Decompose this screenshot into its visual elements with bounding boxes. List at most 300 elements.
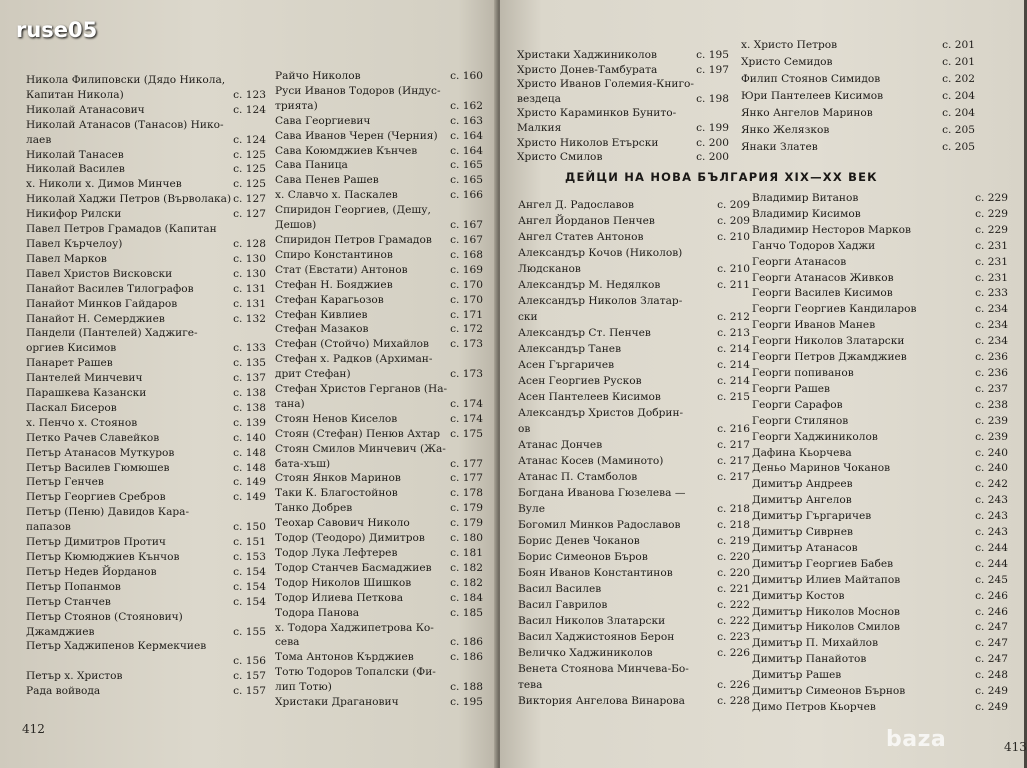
index-entry bbox=[26, 267, 266, 282]
entry-page-ref: с. 182 bbox=[450, 576, 483, 589]
entry-name: Петко Рачев Славейков bbox=[26, 431, 160, 444]
entry-name: оргиев Кисимов bbox=[26, 342, 117, 355]
entry-page-ref: с. 138 bbox=[233, 401, 266, 414]
entry-name: Сава Георгиевич bbox=[275, 114, 371, 127]
entry-name: Стоян (Стефан) Пенюв Ахтар bbox=[275, 427, 441, 440]
entry-page-ref: с. 244 bbox=[975, 541, 1008, 554]
index-entry bbox=[517, 77, 729, 92]
entry-page-ref: с. 182 bbox=[450, 561, 483, 574]
entry-page-ref: с. 179 bbox=[450, 502, 483, 515]
entry-name: Петър Василев Гюмюшев bbox=[26, 461, 170, 474]
entry-page-ref: с. 154 bbox=[233, 580, 266, 593]
index-entry bbox=[741, 37, 975, 54]
index-entry bbox=[752, 636, 1008, 652]
entry-name: Георги попиванов bbox=[752, 366, 854, 379]
index-entry bbox=[275, 248, 483, 263]
index-entry bbox=[518, 485, 750, 501]
entry-name: Стат (Евстати) Антонов bbox=[275, 263, 408, 276]
index-entry bbox=[517, 63, 729, 78]
entry-page-ref: с. 131 bbox=[233, 297, 266, 310]
entry-page-ref: с. 172 bbox=[450, 323, 483, 336]
entry-name: Петър Кюмюджиев Кънчов bbox=[26, 551, 180, 563]
entry-name: Сава Коюмджиев Кънчев bbox=[275, 144, 418, 157]
right-page bbox=[500, 0, 1024, 768]
entry-name: Ангел Д. Радославов bbox=[518, 199, 634, 211]
entry-name: Тодор (Теодоро) Димитров bbox=[275, 532, 425, 545]
entry-name: Стефан Мазаков bbox=[275, 323, 369, 336]
index-entry bbox=[26, 371, 266, 386]
index-entry bbox=[275, 561, 483, 576]
index-entry bbox=[26, 625, 266, 640]
entry-page-ref: с. 214 bbox=[717, 343, 750, 355]
entry-page-ref: с. 133 bbox=[233, 342, 266, 355]
index-entry bbox=[26, 684, 266, 699]
entry-page-ref: с. 204 bbox=[942, 90, 975, 102]
index-entry bbox=[26, 580, 266, 595]
entry-name: Борис Денев Чоканов bbox=[518, 535, 640, 547]
entry-name: Павел Петров Грамадов (Капитан bbox=[26, 223, 217, 236]
index-entry bbox=[26, 475, 266, 490]
entry-name: Янко Желязков bbox=[741, 124, 830, 136]
index-entry bbox=[26, 252, 266, 267]
entry-name: Димитър Панайотов bbox=[752, 653, 867, 666]
entry-name: трията) bbox=[275, 99, 318, 112]
left-page bbox=[0, 0, 498, 768]
entry-name: Сава Иванов Черен (Черния) bbox=[275, 129, 438, 142]
entry-page-ref: с. 125 bbox=[233, 178, 266, 191]
entry-name: Сава Паница bbox=[275, 159, 348, 172]
entry-name: Петър Стоянов (Стоянович) bbox=[26, 610, 183, 623]
entry-page-ref: с. 163 bbox=[450, 114, 483, 127]
entry-page-ref: с. 131 bbox=[233, 282, 266, 295]
entry-name: Дафина Кьорчева bbox=[752, 446, 852, 459]
entry-name: Капитан Никола) bbox=[26, 88, 124, 101]
entry-name: Александър Николов Златар- bbox=[518, 295, 683, 307]
entry-page-ref: с. 149 bbox=[233, 491, 266, 504]
index-entry bbox=[518, 245, 750, 261]
index-entry bbox=[741, 139, 975, 156]
left-page-number: 412 bbox=[22, 722, 45, 736]
index-entry bbox=[752, 541, 1008, 557]
entry-page-ref: с. 153 bbox=[233, 551, 266, 563]
index-entry bbox=[26, 610, 266, 625]
left-column-1 bbox=[26, 73, 266, 699]
entry-name: Христо Семидов bbox=[741, 56, 833, 68]
index-entry bbox=[752, 318, 1008, 334]
watermark-logo: baza bbox=[886, 727, 947, 752]
index-entry bbox=[752, 589, 1008, 605]
index-entry bbox=[275, 308, 483, 323]
entry-name: Александър Ст. Пенчев bbox=[518, 327, 651, 339]
index-entry bbox=[752, 430, 1008, 446]
right-top-column-1 bbox=[517, 48, 729, 165]
index-entry bbox=[752, 207, 1008, 223]
entry-name: Ангел Йорданов Пенчев bbox=[518, 215, 655, 227]
entry-name: Христо Караминков Бунито- bbox=[517, 107, 677, 120]
index-entry bbox=[275, 621, 483, 636]
index-entry bbox=[275, 501, 483, 516]
entry-name: Александър М. Недялков bbox=[518, 279, 661, 291]
right-top-column-2 bbox=[741, 37, 975, 156]
index-entry bbox=[518, 373, 750, 389]
index-entry bbox=[518, 517, 750, 533]
entry-page-ref: с. 204 bbox=[942, 107, 975, 119]
entry-name: Панайот Н. Семерджиев bbox=[26, 312, 165, 325]
entry-page-ref: с. 180 bbox=[450, 532, 483, 545]
entry-page-ref: с. 249 bbox=[975, 685, 1008, 698]
entry-name: Димитър Ангелов bbox=[752, 494, 852, 507]
entry-name: х. Пенчо х. Стоянов bbox=[26, 416, 138, 429]
entry-page-ref: с. 186 bbox=[450, 651, 483, 664]
entry-name: Петър х. Христов bbox=[26, 670, 123, 683]
entry-page-ref: с. 140 bbox=[233, 431, 266, 444]
entry-name: Александър Христов Добрин- bbox=[518, 407, 684, 419]
index-entry bbox=[26, 520, 266, 535]
entry-page-ref: с. 151 bbox=[233, 536, 266, 549]
entry-name: Вуле bbox=[518, 503, 546, 515]
entry-name: Петър Генчев bbox=[26, 476, 104, 489]
index-entry bbox=[26, 446, 266, 461]
entry-page-ref: с. 169 bbox=[450, 263, 483, 276]
entry-page-ref: с. 186 bbox=[450, 636, 483, 649]
entry-page-ref: с. 162 bbox=[450, 99, 483, 112]
entry-page-ref: с. 214 bbox=[717, 359, 750, 371]
entry-page-ref: с. 226 bbox=[717, 679, 750, 691]
index-entry bbox=[518, 613, 750, 629]
entry-name: Георги Стилянов bbox=[752, 414, 849, 427]
entry-page-ref: с. 135 bbox=[233, 357, 266, 370]
entry-page-ref: с. 177 bbox=[450, 472, 483, 485]
entry-page-ref: с. 170 bbox=[450, 293, 483, 306]
entry-page-ref: с. 125 bbox=[233, 148, 266, 161]
entry-name: Янаки Златев bbox=[741, 141, 818, 153]
entry-name: Стоян Смилов Минчевич (Жа- bbox=[275, 442, 446, 455]
entry-page-ref: с. 221 bbox=[717, 583, 750, 595]
entry-name: Ганчо Тодоров Хаджи bbox=[752, 239, 876, 252]
entry-page-ref: с. 184 bbox=[450, 591, 483, 604]
entry-page-ref: с. 215 bbox=[717, 391, 750, 403]
entry-page-ref: с. 217 bbox=[717, 471, 750, 483]
index-entry bbox=[275, 129, 483, 144]
entry-page-ref: с. 226 bbox=[717, 647, 750, 659]
entry-name: Боян Иванов Константинов bbox=[518, 567, 673, 579]
entry-name: Васил Хаджистоянов Берон bbox=[518, 631, 675, 643]
entry-name: Богдана Иванова Гюзелева — bbox=[518, 487, 686, 499]
entry-name: Павел Кърчелоу) bbox=[26, 237, 123, 250]
entry-name: Христо Смилов bbox=[517, 151, 603, 164]
index-entry bbox=[26, 282, 266, 297]
entry-name: Димитър Николов Смилов bbox=[752, 621, 900, 634]
entry-page-ref: с. 234 bbox=[975, 303, 1008, 316]
entry-page-ref: с. 188 bbox=[450, 681, 483, 694]
entry-page-ref: с. 234 bbox=[975, 319, 1008, 332]
entry-name: Димитър Рашев bbox=[752, 669, 842, 682]
right-column-1 bbox=[518, 197, 750, 709]
entry-name: Георги Атанасов bbox=[752, 255, 847, 268]
entry-name: Стефан (Стойчо) Михайлов bbox=[275, 338, 430, 351]
entry-name: Васил Гаврилов bbox=[518, 599, 608, 611]
entry-page-ref: с. 248 bbox=[975, 669, 1008, 682]
index-entry bbox=[26, 356, 266, 371]
entry-name: Георги Сарафов bbox=[752, 398, 843, 411]
index-entry bbox=[518, 693, 750, 709]
entry-page-ref: с. 199 bbox=[696, 121, 729, 134]
entry-name: Стоян Ненов Киселов bbox=[275, 412, 398, 425]
entry-name: Георги Петров Джамджиев bbox=[752, 351, 907, 364]
entry-name: Виктория Ангелова Винарова bbox=[518, 695, 685, 707]
entry-name: Малкия bbox=[517, 121, 562, 134]
entry-page-ref: с. 148 bbox=[233, 446, 266, 459]
entry-page-ref: с. 229 bbox=[975, 223, 1008, 236]
index-entry bbox=[26, 162, 266, 177]
index-entry bbox=[518, 533, 750, 549]
entry-name: Димитър Георгиев Бабев bbox=[752, 557, 894, 570]
entry-page-ref: с. 218 bbox=[717, 503, 750, 515]
index-entry bbox=[752, 684, 1008, 700]
entry-name: Никола Филиповски (Дядо Никола, bbox=[26, 74, 226, 86]
index-entry bbox=[752, 493, 1008, 509]
entry-name: ов bbox=[518, 423, 531, 435]
entry-name: х. Тодора Хаджипетрова Ко- bbox=[275, 621, 434, 634]
entry-name: Тодор Станчев Басмаджиев bbox=[275, 561, 432, 574]
entry-page-ref: с. 236 bbox=[975, 366, 1008, 379]
right-column-2 bbox=[752, 191, 1008, 716]
index-entry bbox=[26, 118, 266, 133]
index-entry bbox=[26, 207, 266, 222]
watermark-username: ruse05 bbox=[16, 18, 98, 42]
index-entry bbox=[275, 486, 483, 501]
entry-page-ref: с. 139 bbox=[233, 416, 266, 429]
entry-name: Тотю Тодоров Топалски (Фи- bbox=[275, 666, 436, 679]
entry-name: Райчо Николов bbox=[275, 70, 361, 82]
index-entry bbox=[26, 654, 266, 669]
entry-name: Атанас Дончев bbox=[518, 439, 603, 451]
index-entry bbox=[518, 293, 750, 309]
entry-page-ref: с. 243 bbox=[975, 510, 1008, 523]
entry-name: тева bbox=[518, 679, 543, 691]
entry-page-ref: с. 242 bbox=[975, 478, 1008, 491]
entry-name: Асен Георгиев Русков bbox=[518, 375, 642, 387]
entry-page-ref: с. 175 bbox=[450, 427, 483, 440]
entry-page-ref: с. 220 bbox=[717, 567, 750, 579]
right-page-number: 413 bbox=[1004, 740, 1027, 754]
index-entry bbox=[275, 99, 483, 114]
entry-name: Николай Танасев bbox=[26, 148, 124, 161]
entry-name: Николай Атанасович bbox=[26, 103, 145, 116]
entry-name: Ангел Статев Антонов bbox=[518, 231, 644, 243]
entry-page-ref: с. 198 bbox=[696, 92, 729, 105]
index-entry bbox=[752, 668, 1008, 684]
index-entry bbox=[26, 297, 266, 312]
entry-page-ref: с. 148 bbox=[233, 461, 266, 474]
entry-page-ref: с. 228 bbox=[717, 695, 750, 707]
entry-name: Стефан х. Радков (Архиман- bbox=[275, 353, 433, 366]
entry-name: Тодор Илиева Петкова bbox=[275, 591, 404, 604]
entry-name: Венета Стоянова Минчева-Бо- bbox=[518, 663, 689, 675]
index-entry bbox=[275, 665, 483, 680]
entry-page-ref: с. 218 bbox=[717, 519, 750, 531]
entry-name: Николай Василев bbox=[26, 163, 125, 176]
entry-page-ref: с. 138 bbox=[233, 387, 266, 400]
index-entry bbox=[741, 122, 975, 139]
entry-page-ref: с. 197 bbox=[696, 63, 729, 76]
index-entry bbox=[752, 334, 1008, 350]
entry-name: Петър Попанмов bbox=[26, 580, 121, 593]
index-entry bbox=[275, 635, 483, 650]
entry-page-ref: с. 127 bbox=[233, 208, 266, 221]
entry-page-ref: с. 167 bbox=[450, 219, 483, 232]
entry-page-ref: с. 213 bbox=[717, 327, 750, 339]
entry-name: Димитър П. Михайлов bbox=[752, 637, 879, 650]
entry-name: Пантелей Минчевич bbox=[26, 372, 143, 385]
index-entry bbox=[275, 397, 483, 412]
entry-page-ref: с. 154 bbox=[233, 595, 266, 608]
entry-name: Рада войвода bbox=[26, 685, 101, 698]
index-entry bbox=[752, 255, 1008, 271]
entry-name: Тодора Панова bbox=[275, 606, 360, 619]
index-entry bbox=[275, 278, 483, 293]
entry-name: Владимир Витанов bbox=[752, 192, 859, 204]
entry-name: Петър Георгиев Сребров bbox=[26, 491, 166, 504]
entry-name: Дешов) bbox=[275, 219, 317, 232]
entry-page-ref: с. 173 bbox=[450, 368, 483, 381]
index-entry bbox=[517, 92, 729, 107]
entry-page-ref: с. 234 bbox=[975, 335, 1008, 348]
index-entry bbox=[26, 103, 266, 118]
entry-page-ref: с. 174 bbox=[450, 412, 483, 425]
entry-page-ref: с. 229 bbox=[975, 207, 1008, 220]
entry-name: Петър Недев Йорданов bbox=[26, 565, 157, 578]
entry-page-ref: с. 164 bbox=[450, 129, 483, 142]
entry-page-ref: с. 245 bbox=[975, 573, 1008, 586]
index-entry bbox=[752, 286, 1008, 302]
entry-name: х. Николи х. Димов Минчев bbox=[26, 178, 182, 191]
entry-name: Димитър Сиврнев bbox=[752, 526, 853, 539]
entry-name: Стефан Н. Бояджиев bbox=[275, 278, 393, 291]
entry-page-ref: с. 210 bbox=[717, 263, 750, 275]
entry-page-ref: с. 212 bbox=[717, 311, 750, 323]
entry-page-ref: с. 124 bbox=[233, 133, 266, 146]
entry-name: Георги Василев Кисимов bbox=[752, 287, 893, 300]
index-entry bbox=[275, 546, 483, 561]
entry-page-ref: с. 125 bbox=[233, 163, 266, 176]
entry-name: ски bbox=[518, 311, 538, 323]
entry-page-ref: с. 231 bbox=[975, 255, 1008, 268]
index-entry bbox=[518, 405, 750, 421]
entry-name: Стефан Кивлиев bbox=[275, 308, 368, 321]
entry-page-ref: с. 177 bbox=[450, 457, 483, 470]
index-entry bbox=[26, 133, 266, 148]
entry-page-ref: с. 243 bbox=[975, 494, 1008, 507]
index-entry bbox=[275, 695, 483, 710]
entry-name: Атанас П. Стамболов bbox=[518, 471, 638, 483]
index-entry bbox=[752, 302, 1008, 318]
entry-name: Христаки Хаджиниколов bbox=[517, 49, 657, 61]
entry-page-ref: с. 239 bbox=[975, 414, 1008, 427]
entry-page-ref: с. 231 bbox=[975, 239, 1008, 252]
index-entry bbox=[275, 442, 483, 457]
index-entry bbox=[518, 677, 750, 693]
entry-page-ref: с. 179 bbox=[450, 517, 483, 530]
index-entry bbox=[26, 669, 266, 684]
entry-name: Павел Христов Висковски bbox=[26, 267, 173, 280]
index-entry bbox=[275, 144, 483, 159]
index-entry bbox=[741, 88, 975, 105]
index-entry bbox=[517, 136, 729, 151]
entry-name: Панайот Минков Гайдаров bbox=[26, 297, 178, 310]
index-entry bbox=[518, 277, 750, 293]
entry-page-ref: с. 168 bbox=[450, 248, 483, 261]
index-entry bbox=[26, 535, 266, 550]
entry-name: Стефан Карагьозов bbox=[275, 293, 384, 306]
entry-page-ref: с. 164 bbox=[450, 144, 483, 157]
entry-name: Панайот Василев Тилографов bbox=[26, 282, 194, 295]
index-entry bbox=[741, 105, 975, 122]
entry-page-ref: с. 127 bbox=[233, 193, 266, 206]
entry-name: Димо Петров Кьорчев bbox=[752, 701, 876, 713]
entry-name: Димитър Костов bbox=[752, 589, 845, 602]
index-entry bbox=[518, 325, 750, 341]
entry-name: Асен Гъргаричев bbox=[518, 359, 615, 371]
index-entry bbox=[518, 197, 750, 213]
index-entry bbox=[275, 680, 483, 695]
index-entry bbox=[752, 398, 1008, 414]
entry-name: бата-хъш) bbox=[275, 457, 331, 470]
entry-page-ref: с. 237 bbox=[975, 382, 1008, 395]
index-entry bbox=[26, 595, 266, 610]
entry-page-ref: с. 244 bbox=[975, 557, 1008, 570]
index-entry bbox=[741, 54, 975, 71]
entry-page-ref: с. 247 bbox=[975, 637, 1008, 650]
index-entry bbox=[275, 158, 483, 173]
index-entry bbox=[752, 366, 1008, 382]
entry-name: Александър Кочов (Николов) bbox=[518, 247, 683, 259]
entry-page-ref: с. 238 bbox=[975, 398, 1008, 411]
entry-name: Величко Хаджиниколов bbox=[518, 647, 653, 659]
entry-page-ref: с. 123 bbox=[233, 88, 266, 101]
index-entry bbox=[752, 239, 1008, 255]
entry-name: Георги Хаджиниколов bbox=[752, 430, 878, 443]
entry-page-ref: с. 210 bbox=[717, 231, 750, 243]
entry-page-ref: с. 205 bbox=[942, 141, 975, 153]
index-entry bbox=[518, 357, 750, 373]
entry-name: Тома Антонов Кърджиев bbox=[275, 651, 414, 664]
index-entry bbox=[518, 229, 750, 245]
section-heading: ДЕЙЦИ НА НОВА БЪЛГАРИЯ XIX—XX ВЕК bbox=[565, 170, 878, 184]
index-entry bbox=[275, 591, 483, 606]
entry-name: Парашкева Казански bbox=[26, 387, 147, 400]
entry-page-ref: с. 137 bbox=[233, 372, 266, 385]
index-entry bbox=[518, 213, 750, 229]
index-entry bbox=[752, 525, 1008, 541]
entry-page-ref: с. 170 bbox=[450, 278, 483, 291]
entry-name: Янко Ангелов Маринов bbox=[741, 107, 873, 119]
index-entry bbox=[518, 597, 750, 613]
index-entry bbox=[26, 237, 266, 252]
entry-page-ref: с. 171 bbox=[450, 308, 483, 321]
index-entry bbox=[517, 48, 729, 63]
entry-name: вездеца bbox=[517, 92, 561, 105]
index-entry bbox=[26, 312, 266, 327]
entry-name bbox=[26, 654, 266, 669]
index-entry bbox=[275, 203, 483, 218]
entry-page-ref: с. 130 bbox=[233, 252, 266, 265]
index-entry bbox=[752, 461, 1008, 477]
entry-name: х. Славчо х. Паскалев bbox=[275, 189, 398, 202]
entry-name: лаев bbox=[26, 133, 52, 146]
index-entry bbox=[275, 650, 483, 665]
entry-page-ref: с. 165 bbox=[450, 174, 483, 187]
